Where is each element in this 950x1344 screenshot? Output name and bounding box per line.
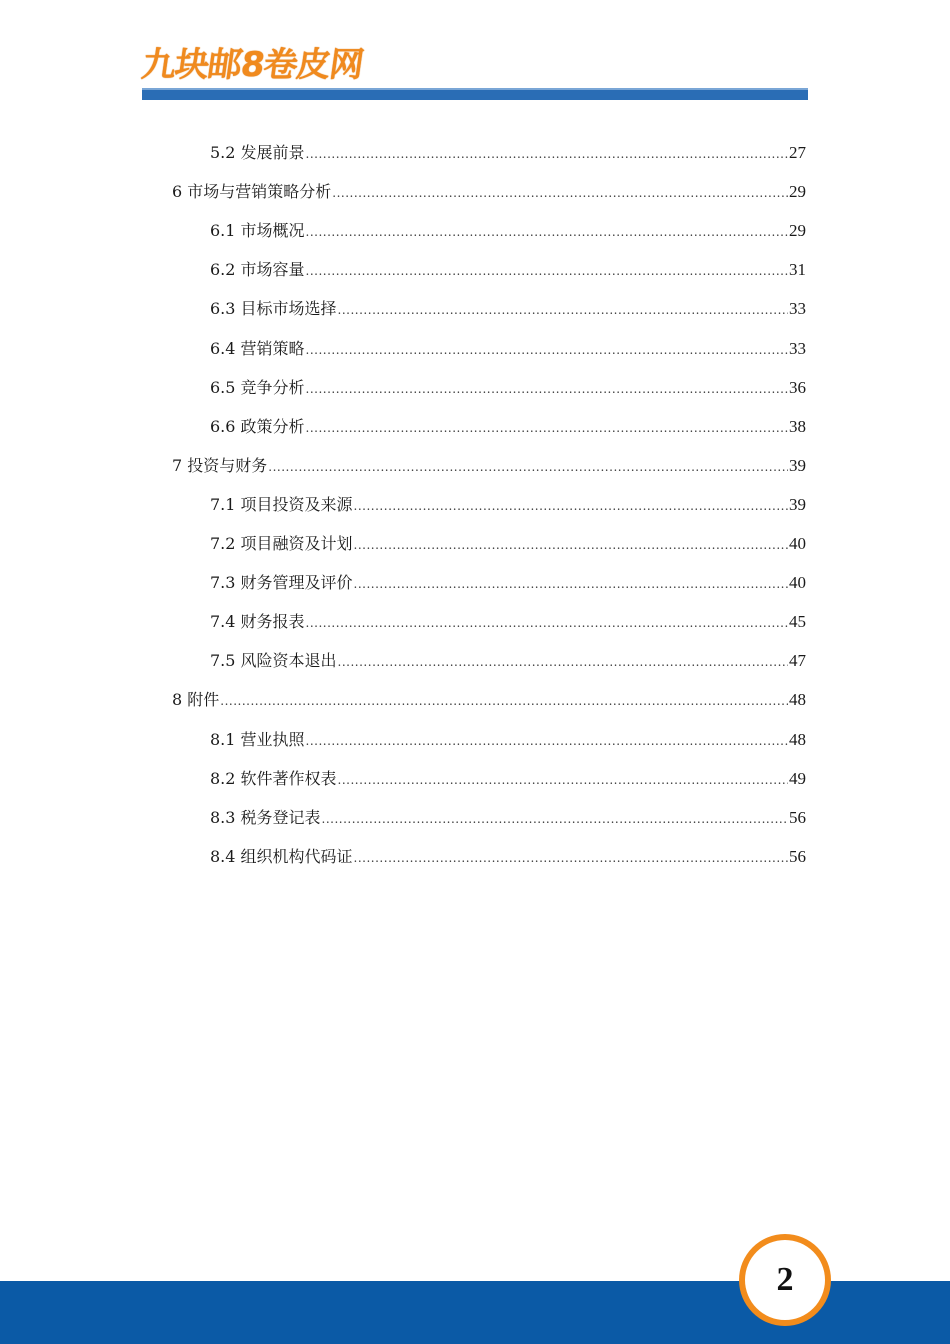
toc-entry-page: 49: [789, 768, 806, 788]
toc-dot-leader: [354, 845, 788, 871]
toc-dot-leader: [354, 532, 788, 558]
toc-entry-title: 8.1 营业执照: [210, 729, 305, 749]
toc-entry-title: 7.1 项目投资及来源: [210, 494, 353, 514]
toc-entry[interactable]: [210, 609, 806, 635]
toc-entry-page: 36: [789, 377, 806, 397]
toc-entry-page: 40: [789, 573, 806, 593]
toc-dot-leader: [306, 376, 788, 402]
toc-entry-page: 27: [789, 143, 806, 162]
toc-dot-leader: [306, 219, 788, 245]
toc-dot-leader: [306, 610, 788, 636]
toc-entry-title: 8.2 软件著作权表: [210, 768, 337, 788]
toc-entry-page: 33: [789, 299, 806, 319]
toc-entry-title: 8 附件: [172, 690, 220, 710]
toc-entry-title: 6.4 营销策略: [210, 338, 305, 358]
header-divider: [142, 90, 808, 100]
toc-entry-page: 29: [789, 182, 806, 202]
toc-entry-title: 7 投资与财务: [172, 455, 268, 475]
toc-dot-leader: [306, 141, 788, 167]
toc-entry[interactable]: [210, 257, 806, 283]
toc-entry-page: 56: [789, 846, 806, 866]
toc-entry-title: 6.6 政策分析: [210, 416, 305, 436]
toc-entry[interactable]: [210, 727, 806, 753]
toc-entry-page: 31: [789, 260, 806, 280]
toc-entry-title: 6.1 市场概况: [210, 221, 305, 241]
toc-dot-leader: [332, 180, 788, 206]
toc-entry-page: 48: [789, 729, 806, 749]
toc-entry[interactable]: [210, 531, 806, 557]
toc-entry[interactable]: [210, 492, 806, 518]
toc-entry[interactable]: [210, 414, 806, 440]
toc-entry-page: 33: [789, 338, 806, 358]
toc-entry-page: 45: [789, 612, 806, 632]
toc-entry-title: 7.4 财务报表: [210, 612, 305, 632]
toc-entry-title: 6.5 竞争分析: [210, 377, 305, 397]
toc-entry[interactable]: [210, 336, 806, 362]
toc-entry-page: 40: [789, 534, 806, 553]
page-number: 2: [776, 1261, 794, 1298]
toc-entry[interactable]: [210, 805, 806, 831]
toc-entry[interactable]: [210, 844, 806, 870]
toc-entry-title: 7.2 项目融资及计划: [210, 534, 353, 553]
toc-dot-leader: [354, 571, 788, 597]
page-number-badge-inner: [745, 1240, 825, 1320]
toc-entry[interactable]: [172, 687, 806, 713]
toc-entry-page: 39: [789, 494, 806, 514]
toc-dot-leader: [306, 337, 788, 363]
toc-entry[interactable]: [210, 218, 806, 244]
toc-entry[interactable]: [210, 296, 806, 322]
toc-dot-leader: [306, 415, 788, 441]
toc-entry-title: 7.5 风险资本退出: [210, 651, 337, 671]
toc-entry-page: 56: [789, 807, 806, 827]
toc-dot-leader: [338, 767, 788, 793]
brand-logo: 九块邮8卷皮网: [139, 45, 366, 85]
toc-dot-leader: [220, 688, 788, 714]
toc-entry[interactable]: [210, 375, 806, 401]
toc-entry-page: 48: [789, 690, 806, 710]
toc-entry-title: 7.3 财务管理及评价: [210, 573, 353, 593]
toc-entry-title: 8.4 组织机构代码证: [210, 846, 353, 866]
toc-dot-leader: [306, 258, 788, 284]
toc-entry-title: 6.3 目标市场选择: [210, 299, 337, 319]
toc-dot-leader: [354, 493, 788, 519]
toc-entry-page: 38: [789, 416, 806, 436]
toc-entry[interactable]: [210, 570, 806, 596]
toc-entry[interactable]: [172, 179, 806, 205]
toc-entry-page: 39: [789, 455, 806, 475]
toc-dot-leader: [306, 728, 788, 754]
toc-entry-title: 6 市场与营销策略分析: [172, 182, 332, 202]
toc-entry-page: 47: [789, 651, 806, 671]
toc-dot-leader: [268, 454, 788, 480]
toc-entry-title: 5.2 发展前景: [210, 143, 305, 162]
toc-dot-leader: [338, 649, 788, 675]
toc-entry[interactable]: [210, 140, 806, 166]
toc-entry-title: 6.2 市场容量: [210, 260, 305, 280]
toc-entry[interactable]: [172, 453, 806, 479]
toc-entry[interactable]: [210, 648, 806, 674]
toc-entry[interactable]: [210, 766, 806, 792]
toc-entry-title: 8.3 税务登记表: [210, 807, 321, 827]
toc-entry-page: 29: [789, 221, 806, 241]
toc-dot-leader: [322, 806, 788, 832]
toc-dot-leader: [338, 297, 788, 323]
